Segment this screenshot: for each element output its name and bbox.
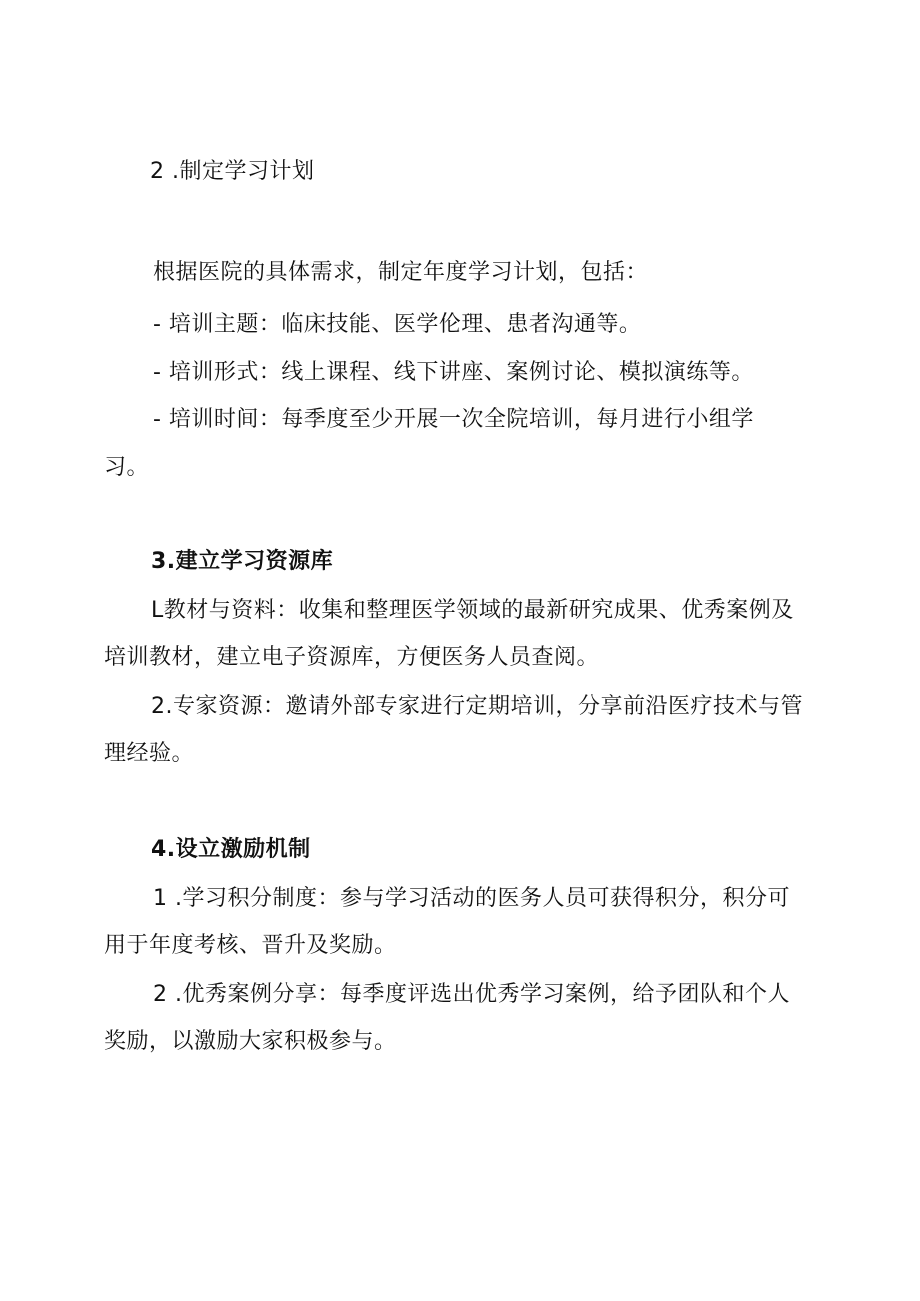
section-4-item-1-line-1: 1 .学习积分制度：参与学习活动的医务人员可获得积分，积分可 <box>153 886 790 911</box>
section-2-bullet-formats: - 培训形式：线上课程、线下讲座、案例讨论、模拟演练等。 <box>153 360 754 385</box>
section-2-heading: 2 .制定学习计划 <box>150 159 315 184</box>
section-2-bullet-schedule-continuation: 习。 <box>104 455 150 480</box>
section-4-item-1-line-2: 用于年度考核、晋升及奖励。 <box>104 933 397 958</box>
section-4-item-2-line-1: 2 .优秀案例分享：每季度评选出优秀学习案例，给予团队和个人 <box>153 982 790 1007</box>
section-4-item-2-line-2: 奖励，以激励大家积极参与。 <box>104 1029 397 1054</box>
section-3-item-2-line-1: 2.专家资源：邀请外部专家进行定期培训，分享前沿医疗技术与管 <box>151 694 803 719</box>
section-3-item-1-line-1: L教材与资料：收集和整理医学领域的最新研究成果、优秀案例及 <box>151 598 794 623</box>
section-3-heading: 3.建立学习资源库 <box>151 549 334 574</box>
section-4-heading: 4.设立激励机制 <box>151 837 311 862</box>
section-2-bullet-schedule: - 培训时间：每季度至少开展一次全院培训，每月进行小组学 <box>153 407 754 432</box>
section-3-item-2-line-2: 理经验。 <box>104 741 195 766</box>
section-2-intro: 根据医院的具体需求，制定年度学习计划，包括： <box>153 260 649 285</box>
section-2-bullet-topics: - 培训主题：临床技能、医学伦理、患者沟通等。 <box>153 312 642 337</box>
section-3-item-1-line-2: 培训教材，建立电子资源库，方便医务人员查阅。 <box>104 645 600 670</box>
